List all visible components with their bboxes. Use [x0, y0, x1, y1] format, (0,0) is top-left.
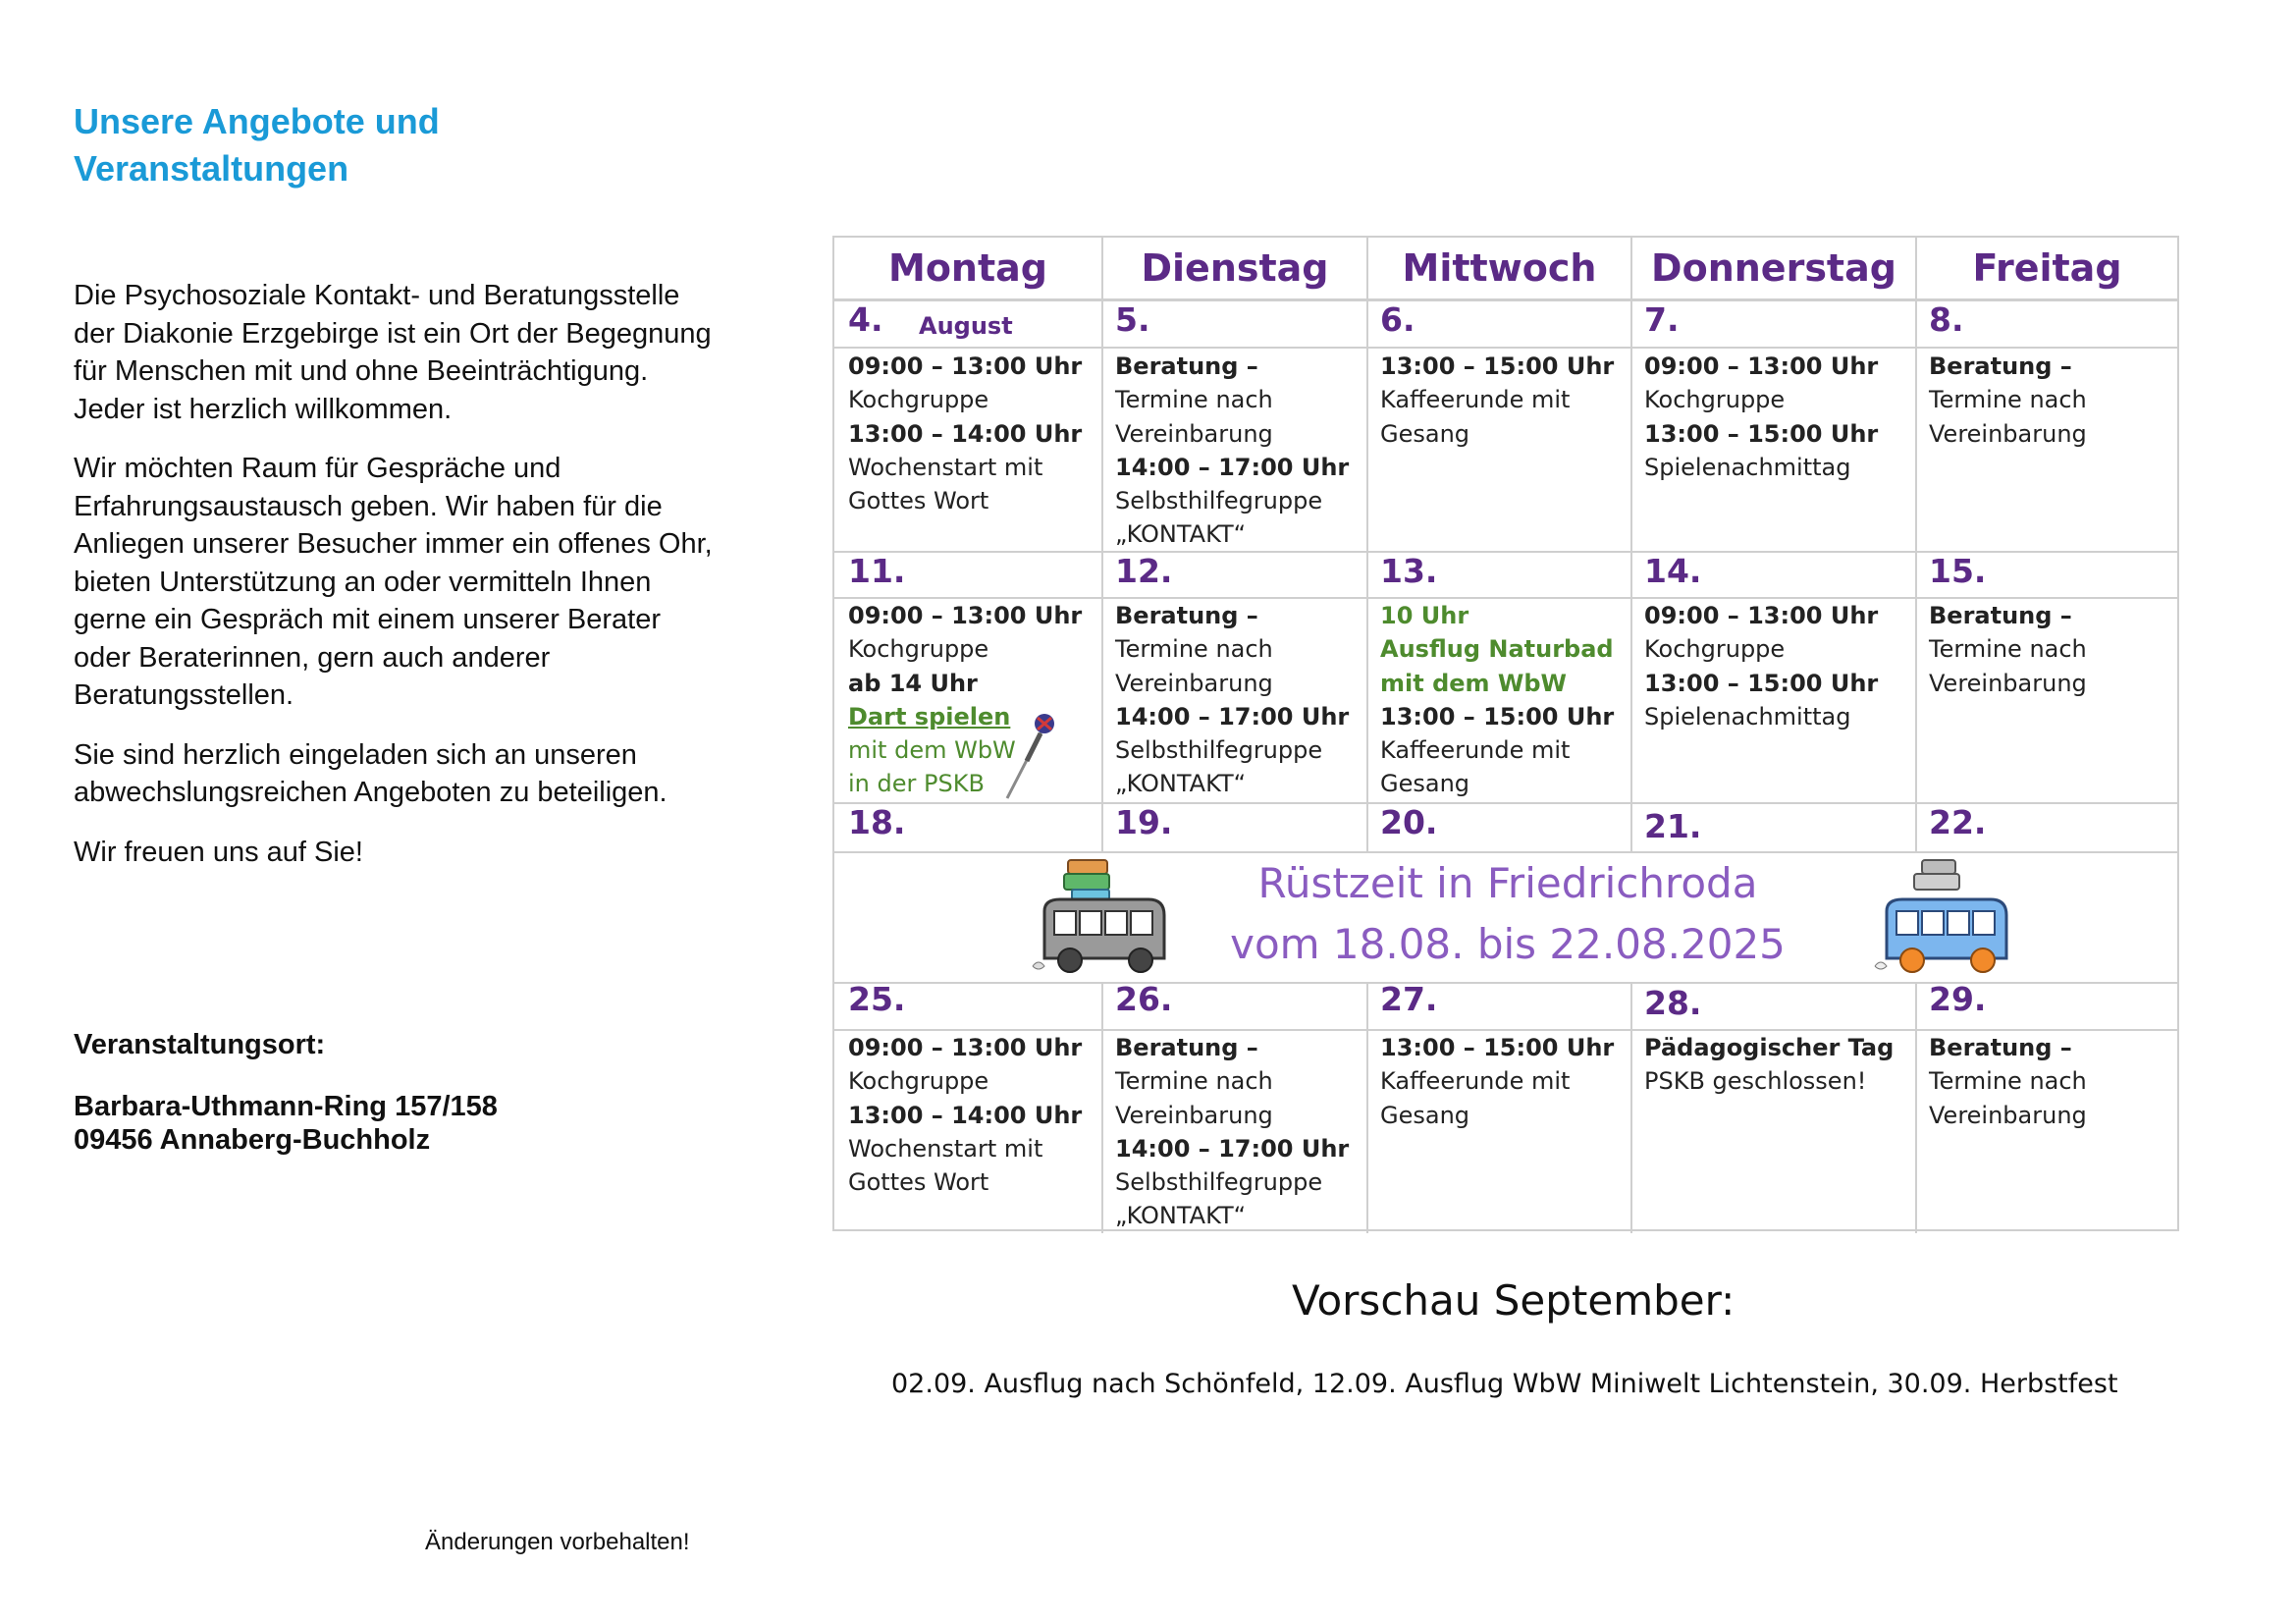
event-line: Gottes Wort: [848, 1168, 989, 1197]
day-header-monday: Montag: [888, 246, 1047, 290]
event-line: Kochgruppe: [848, 1067, 989, 1096]
date-number: 7.: [1644, 300, 1680, 339]
date-number: 11.: [848, 552, 906, 590]
event-line: Termine nach: [1929, 386, 2087, 414]
date-number: 8.: [1929, 300, 1964, 339]
venue-city: 09456 Annaberg-Buchholz: [74, 1124, 431, 1156]
event-line: Vereinbarung: [1929, 669, 2087, 697]
event-cell: [1115, 599, 1349, 801]
venue-street: Barbara-Uthmann-Ring 157/158: [74, 1091, 498, 1122]
event-line: Beratung –: [1115, 1034, 1258, 1061]
date-number: 4.: [848, 300, 883, 339]
date-number: 5.: [1115, 300, 1150, 339]
event-line: 10 Uhr: [1380, 602, 1469, 629]
event-line: Kaffeerunde mit: [1380, 386, 1571, 414]
event-cell: [1380, 350, 1614, 451]
event-cell: [1644, 350, 1878, 484]
date-number: 18.: [848, 803, 906, 841]
date-number: 13.: [1380, 552, 1438, 590]
event-line: 13:00 – 15:00 Uhr: [1380, 702, 1615, 731]
grid-line: [1101, 238, 1103, 851]
venue-address: [74, 1090, 498, 1157]
event-line: 13:00 – 14:00 Uhr: [848, 1101, 1083, 1129]
event-line: Vereinbarung: [1929, 419, 2087, 448]
date-number: 28.: [1644, 984, 1702, 1022]
event-line: „KONTAKT“: [1115, 1202, 1247, 1230]
event-line: Termine nach: [1115, 635, 1273, 664]
calendar-table: [832, 236, 2179, 1231]
day-header-wednesday: Mittwoch: [1402, 246, 1597, 290]
event-line: Selbsthilfegruppe: [1115, 736, 1323, 765]
date-number: 25.: [848, 980, 906, 1018]
event-line: 13:00 – 14:00 Uhr: [848, 419, 1083, 448]
date-number: 21.: [1644, 807, 1702, 845]
date-number: 20.: [1380, 803, 1438, 841]
banner-line-2: vom 18.08. bis 22.08.2025: [1230, 920, 1786, 968]
event-cell: [1380, 599, 1614, 801]
event-line: Gesang: [1380, 1101, 1470, 1129]
event-line: Beratung –: [1115, 602, 1258, 629]
event-line: Spielenachmittag: [1644, 702, 1851, 731]
event-line: Termine nach: [1929, 635, 2087, 664]
event-cell: [1929, 350, 2087, 451]
grid-line: [834, 298, 2177, 301]
date-number: 15.: [1929, 552, 1987, 590]
event-line: 13:00 – 15:00 Uhr: [1644, 669, 1879, 697]
event-line: Dart spielen: [848, 702, 1011, 731]
grid-line: [1915, 982, 1917, 1233]
event-line: 09:00 – 13:00 Uhr: [848, 352, 1083, 380]
page-heading: [74, 98, 623, 192]
event-line: 13:00 – 15:00 Uhr: [1644, 419, 1879, 448]
grid-line: [1630, 238, 1632, 851]
grid-line: [1366, 238, 1368, 851]
event-line: Kochgruppe: [848, 386, 989, 414]
grid-line: [1915, 238, 1917, 851]
event-line: Gesang: [1380, 419, 1470, 448]
grid-line: [1630, 982, 1632, 1233]
preview-title: Vorschau September:: [1292, 1276, 1735, 1325]
preview-text: 02.09. Ausflug nach Schönfeld, 12.09. Ausflug WbW Miniwelt Lichtenstein, 30.09. Herbstfest: [891, 1369, 2118, 1399]
event-line: Termine nach: [1115, 386, 1273, 414]
event-line: Wochenstart mit: [848, 1134, 1043, 1163]
event-line: 14:00 – 17:00 Uhr: [1115, 453, 1350, 481]
event-line: Termine nach: [1115, 1067, 1273, 1096]
grid-line: [834, 347, 2177, 349]
bus-icon: [1873, 856, 2020, 978]
event-line: Selbsthilfegruppe: [1115, 487, 1323, 515]
event-line: mit dem WbW: [1380, 669, 1568, 697]
event-cell: [1644, 599, 1878, 733]
month-label: August: [919, 312, 1013, 340]
date-number: 6.: [1380, 300, 1415, 339]
intro-text: [74, 277, 721, 893]
grid-line: [1366, 982, 1368, 1233]
date-number: 26.: [1115, 980, 1173, 1018]
event-line: „KONTAKT“: [1115, 770, 1247, 798]
event-line: 09:00 – 13:00 Uhr: [848, 602, 1083, 629]
date-number: 19.: [1115, 803, 1173, 841]
venue-label: Veranstaltungsort:: [74, 1029, 326, 1060]
event-line: Vereinbarung: [1115, 419, 1273, 448]
date-number: 12.: [1115, 552, 1173, 590]
event-line: mit dem WbW: [848, 736, 1016, 765]
event-cell: [1644, 1031, 1894, 1099]
event-line: Pädagogischer Tag: [1644, 1034, 1895, 1061]
banner-line-1: Rüstzeit in Friedrichroda: [1257, 859, 1758, 907]
event-line: Kochgruppe: [1644, 635, 1786, 664]
event-line: 14:00 – 17:00 Uhr: [1115, 1134, 1350, 1163]
event-cell: [1115, 1031, 1349, 1233]
day-header-tuesday: Dienstag: [1141, 246, 1329, 290]
event-line: „KONTAKT“: [1115, 520, 1247, 549]
intro-paragraph: Die Psychosoziale Kontakt- und Beratungsstelle der Diakonie Erzgebirge ist ein Ort der Begegnung für Menschen mit und ohne Beeinträchtigung. Jeder ist herzlich willkommen.: [74, 280, 712, 425]
event-line: Kochgruppe: [1644, 386, 1786, 414]
changes-note: Änderungen vorbehalten!: [425, 1529, 690, 1555]
grid-line: [1101, 982, 1103, 1233]
event-line: 13:00 – 15:00 Uhr: [1380, 352, 1615, 380]
day-header-thursday: Donnerstag: [1651, 246, 1896, 290]
intro-paragraph: Sie sind herzlich eingeladen sich an unseren abwechslungsreichen Angeboten zu beteiligen.: [74, 738, 667, 808]
event-line: in der PSKB: [848, 770, 985, 798]
intro-paragraph: Wir möchten Raum für Gespräche und Erfahrungsaustausch geben. Wir haben für die Anliegen unserer Besucher immer ein offenes Ohr, bieten Unterstützung an oder vermitteln Ihnen gerne ein Gespräch mit einem unserer Berater oder Beraterinnen, gern auch anderer Beratungsstellen.: [74, 453, 713, 711]
event-line: ab 14 Uhr: [848, 669, 978, 697]
event-line: PSKB geschlossen!: [1644, 1067, 1867, 1096]
event-cell: [1929, 599, 2087, 700]
event-line: Selbsthilfegruppe: [1115, 1168, 1323, 1197]
event-cell: [1115, 350, 1349, 552]
event-line: Kaffeerunde mit: [1380, 736, 1571, 765]
dart-icon: [1001, 712, 1060, 802]
event-line: 09:00 – 13:00 Uhr: [1644, 602, 1879, 629]
event-cell: [1380, 1031, 1614, 1132]
heading-line-1: Unsere Angebote und: [74, 101, 440, 141]
event-line: Spielenachmittag: [1644, 453, 1851, 481]
event-line: 09:00 – 13:00 Uhr: [848, 1034, 1083, 1061]
heading-line-2: Veranstaltungen: [74, 148, 349, 189]
bus-icon: [1031, 856, 1178, 978]
event-cell: [1929, 1031, 2087, 1132]
event-line: Vereinbarung: [1115, 1101, 1273, 1129]
date-number: 29.: [1929, 980, 1987, 1018]
event-line: Vereinbarung: [1115, 669, 1273, 697]
event-line: Termine nach: [1929, 1067, 2087, 1096]
event-line: Beratung –: [1929, 602, 2072, 629]
event-line: Beratung –: [1115, 352, 1258, 380]
event-line: 13:00 – 15:00 Uhr: [1380, 1034, 1615, 1061]
event-line: Gottes Wort: [848, 487, 989, 515]
event-line: Kaffeerunde mit: [1380, 1067, 1571, 1096]
day-header-friday: Freitag: [1972, 246, 2122, 290]
date-number: 14.: [1644, 552, 1702, 590]
date-number: 22.: [1929, 803, 1987, 841]
event-line: Beratung –: [1929, 352, 2072, 380]
event-line: Gesang: [1380, 770, 1470, 798]
event-line: Kochgruppe: [848, 635, 989, 664]
event-line: Wochenstart mit: [848, 453, 1043, 481]
date-number: 27.: [1380, 980, 1438, 1018]
event-line: Vereinbarung: [1929, 1101, 2087, 1129]
event-line: 09:00 – 13:00 Uhr: [1644, 352, 1879, 380]
intro-paragraph: Wir freuen uns auf Sie!: [74, 836, 363, 868]
event-line: Beratung –: [1929, 1034, 2072, 1061]
event-cell: [848, 1031, 1082, 1199]
event-cell: [848, 350, 1082, 517]
event-line: 14:00 – 17:00 Uhr: [1115, 702, 1350, 731]
event-line: Ausflug Naturbad: [1380, 635, 1614, 664]
